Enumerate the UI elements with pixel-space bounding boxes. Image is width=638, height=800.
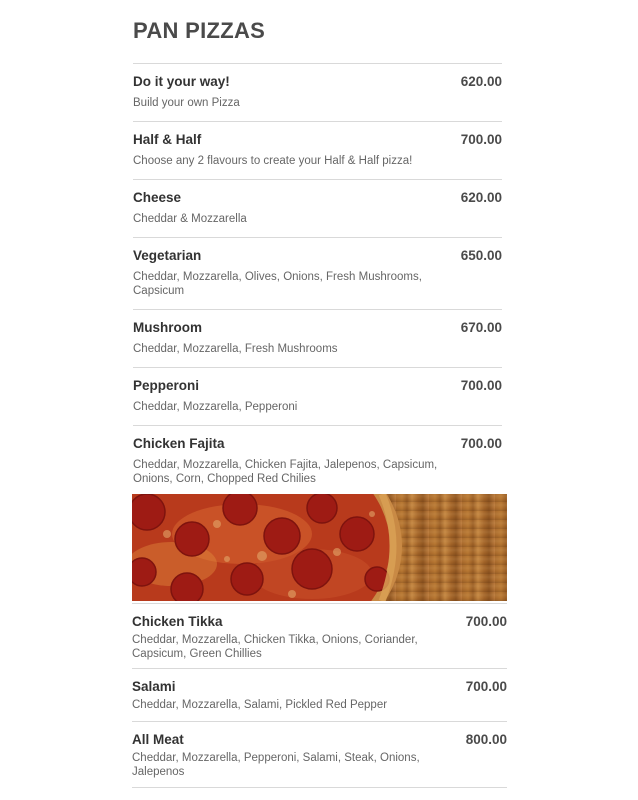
pepperoni-pizza-image: [132, 494, 507, 601]
item-name: Chicken Fajita: [133, 436, 225, 451]
item-description: Cheddar, Mozzarella, Olives, Onions, Fresh Mushrooms, Capsicum: [133, 271, 422, 297]
item-description: Cheddar & Mozzarella: [133, 213, 247, 225]
menu-item-mushroom[interactable]: [133, 309, 502, 367]
menu-item-pepperoni[interactable]: [133, 367, 502, 425]
item-description: Cheddar, Mozzarella, Chicken Tikka, Onions, Coriander, Capsicum, Green Chillies: [132, 634, 418, 660]
item-price: 800.00: [465, 732, 507, 747]
item-description: Choose any 2 flavours to create your Half & Half pizza!: [133, 155, 413, 167]
menu-item-half-and-half[interactable]: [133, 121, 502, 179]
item-price: 700.00: [460, 378, 502, 393]
item-price: 620.00: [460, 74, 502, 89]
item-name: Salami: [132, 679, 176, 694]
item-description: Cheddar, Mozzarella, Salami, Pickled Red Pepper: [132, 699, 388, 711]
item-name: Mushroom: [133, 320, 202, 335]
item-price: 700.00: [460, 436, 502, 451]
menu-item-chicken-fajita[interactable]: [133, 425, 502, 493]
item-description: Build your own Pizza: [133, 97, 240, 109]
item-price: 650.00: [460, 248, 502, 263]
menu-item-vegetarian[interactable]: [133, 237, 502, 309]
menu-item-salami[interactable]: [132, 668, 507, 721]
item-name: Pepperoni: [133, 378, 200, 393]
item-description: Cheddar, Mozzarella, Chicken Fajita, Jalepenos, Capsicum, Onions, Corn, Chopped Red Chilies: [133, 459, 438, 485]
item-price: 620.00: [460, 190, 502, 205]
item-price: 700.00: [460, 132, 502, 147]
item-name: Vegetarian: [133, 248, 202, 263]
menu-list: [132, 603, 507, 788]
item-name: All Meat: [132, 732, 184, 747]
item-price: 700.00: [465, 679, 507, 694]
item-name: Chicken Tikka: [132, 614, 223, 629]
menu-item-chicken-tikka[interactable]: [132, 603, 507, 668]
item-name: Half & Half: [133, 132, 202, 147]
pizza-banner-image: [132, 494, 507, 601]
item-description: Cheddar, Mozzarella, Fresh Mushrooms: [133, 343, 338, 355]
menu-item-all-meat[interactable]: [132, 721, 507, 788]
menu-list: [133, 63, 502, 493]
item-price: 670.00: [460, 320, 502, 335]
item-name: Cheese: [133, 190, 182, 205]
page-title: PAN PIZZAS: [133, 18, 266, 43]
menu-item-do-it-your-way[interactable]: [133, 63, 502, 121]
item-description: Cheddar, Mozzarella, Pepperoni: [133, 401, 298, 413]
item-price: 700.00: [465, 614, 507, 629]
item-name: Do it your way!: [133, 74, 230, 89]
item-description: Cheddar, Mozzarella, Pepperoni, Salami, Steak, Onions, Jalepenos: [132, 752, 420, 778]
menu-item-cheese[interactable]: [133, 179, 502, 237]
